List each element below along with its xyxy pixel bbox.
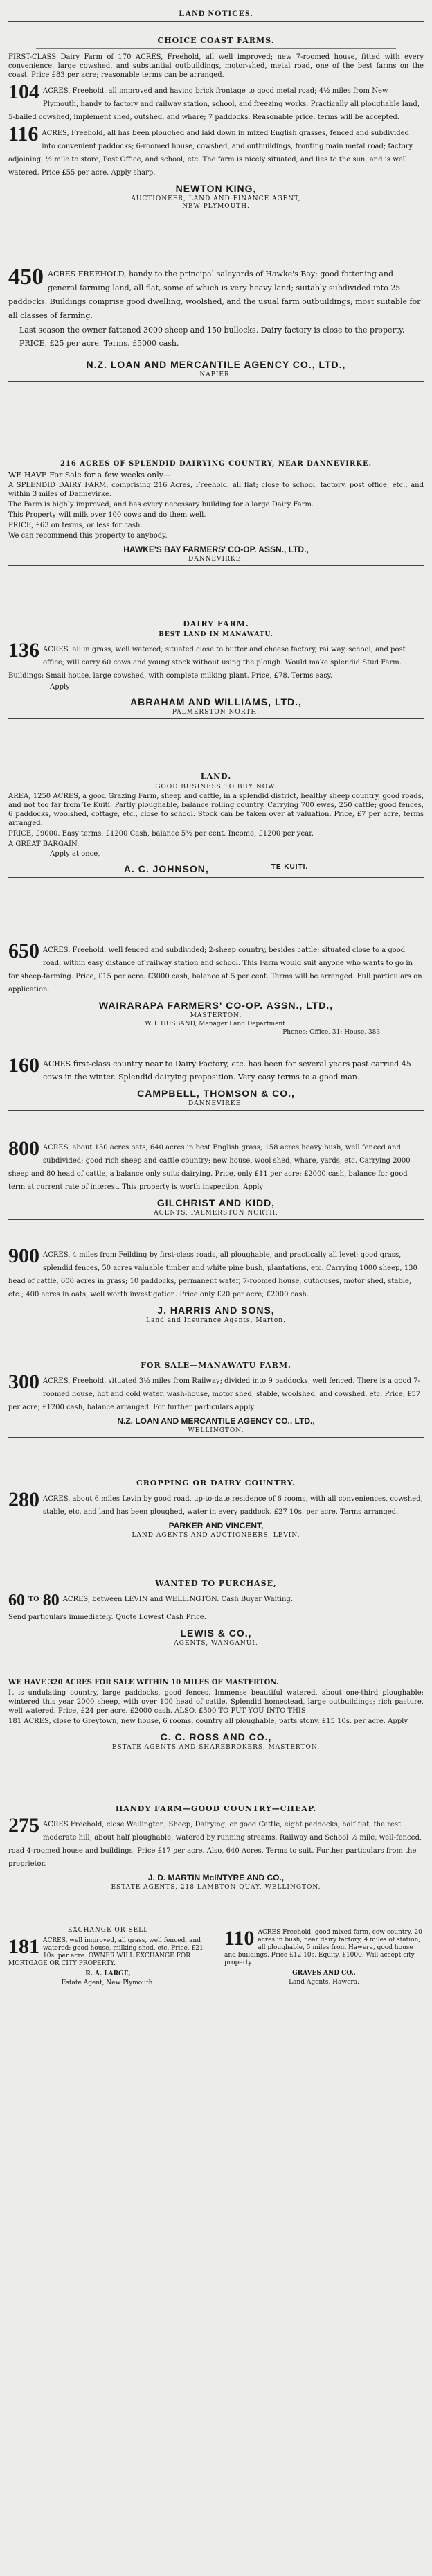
ad-price: PRICE, £9000. Easy terms. £1200 Cash, balance 5½ per cent. Income, £1200 per year. [8, 830, 314, 838]
ad-text: ACRES, Freehold, well fenced and subdivided; 2-sheep country, besides cattle; situated close to a good road, within easy distance of railway station and school. This Farm would suit anyone who wants to go in for sheep-farming. Price, £15 per acre. £3000 cash, balance at 5 per cent. Terms will be arranged. Full particulars on application. [8, 946, 422, 994]
listing-136 [8, 641, 424, 680]
agent-location: MASTERTON. [190, 1012, 242, 1019]
agent-name: N.Z. LOAN AND MERCANTILE AGENCY CO., LTD., [86, 359, 346, 370]
ad-handy-275 [8, 1801, 424, 1897]
ad-text: ACRES FREEHOLD, handy to the principal saleyards of Hawke's Bay; good fattening and general farming land, all flat, some of which is very heavy land; suitably subdivided into 25 paddocks. Buildings comprise good dwelling, woolshed, and the usual farm outbuildings; most suitable for all classes of farming. [8, 270, 421, 320]
ad-bottom-two-column [8, 1926, 424, 1988]
agent-location: ESTATE AGENTS, 218 LAMBTON QUAY, WELLINGTON. [111, 1884, 321, 1891]
ad-lead: WE HAVE 320 ACRES FOR SALE WITHIN 10 MILES OF MASTERTON. [8, 1679, 279, 1686]
ad-text: ACRES, 4 miles from Feilding by first-class roads, all ploughable, and practically all level; good grass, splendid fences, 50 acres valuable timber and white pine bush, plantations, etc. Carrying 1000 sheep, 130 head of cattle, 600 acres in grass; 10 paddocks, permanent water, 7-roomed house, outhouses, motor shed, stable, etc.; 400 acres in oats, well worth investigation. Price only £20 per acre; £2000 cash. [8, 1251, 417, 1298]
listing-650 [8, 942, 424, 994]
right-column [224, 1926, 424, 1988]
ad-text: A GREAT BARGAIN. [8, 840, 80, 848]
ad-450-acres [8, 263, 424, 385]
ad-text: FIRST-CLASS Dairy Farm of 170 ACRES, Freehold, all well improved; new 7-roomed house, fitted with every convenience, large cowshed, and substantial outbuildings, motor-shed, metal road, one of the best farms on the coast. Price £83 per acre; reasonable terms can be arranged. [8, 53, 424, 79]
divider [8, 1110, 424, 1111]
agent-name: J. HARRIS AND SONS, [157, 1305, 275, 1316]
ad-choice-coast-farms [8, 33, 424, 216]
ad-title: DAIRY FARM. [183, 619, 249, 628]
agent-location: PALMERSTON NORTH. [172, 709, 260, 716]
agent-name: HAWKE'S BAY FARMERS' CO-OP. ASSN., LTD., [123, 545, 309, 554]
agent-location: Land and Insurance Agents, Marton. [146, 1317, 286, 1324]
agent-title: AUCTIONEER, LAND AND FINANCE AGENT, [131, 195, 301, 202]
ad-text: ACRES Freehold, close Wellington; Sheep, Dairying, or good Cattle, eight paddocks, half flat, the rest moderate hill; about half ploughable; watered by running streams. Railway and School ½ mile; well-fenced, road 4-roomed house and buildings. Price £17 per acre. Also, 640 Acres. Terms to suit. Further particulars from the proprietor. [8, 1821, 422, 1868]
divider [8, 381, 424, 382]
listing-110 [224, 1929, 424, 1967]
listing-450 [8, 266, 424, 321]
ad-title: CROPPING OR DAIRY COUNTRY. [136, 1479, 296, 1488]
agent-manager: W. I. HUSBAND, Manager Land Department. [145, 1021, 287, 1027]
listing-181 [8, 1937, 208, 1968]
agent-name: N.Z. LOAN AND MERCANTILE AGENCY CO., LTD., [117, 1416, 315, 1426]
listing-manawatu [8, 1373, 424, 1412]
agent-location: ESTATE AGENTS AND SHAREBROKERS, MASTERTON. [111, 1744, 321, 1751]
ad-title: 216 ACRES OF SPLENDID DAIRYING COUNTRY, NEAR DANNEVIRKE. [60, 460, 372, 468]
ad-te-kuiti [8, 769, 424, 881]
ad-text: Last season the owner fattened 3000 sheep and 150 bullocks. Dairy factory is close to the property. [19, 326, 405, 335]
ad-text: AREA, 1250 ACRES, a good Grazing Farm, sheep and cattle, in a splendid district, healthy sheep country, good roads, and not too far from Te Kuiti. Partly ploughable, balance rolling country. Carrying 700 ewes, 250 cattle; good fences, 6 paddocks, woolshed, cottage, etc., close to school. Stock can be taken over at valuation. Price, £7 per acre, terms arranged. [8, 793, 424, 827]
ad-levin-280 [8, 1476, 424, 1545]
divider [8, 1437, 424, 1438]
ad-title: EXCHANGE OR SELL [67, 1927, 149, 1934]
ad-lead: WE HAVE For Sale for a few weeks only— [8, 470, 171, 479]
agent-name: C. C. ROSS AND CO., [160, 1731, 272, 1743]
agent-location: Land Agents, Hawera. [289, 1979, 359, 1986]
acreage-number: 275 [8, 1816, 39, 1837]
ad-manawatu-sale [8, 1358, 424, 1440]
ad-text: ACRES, Freehold, all has been ploughed and laid down in mixed English grasses, fenced and subdivided into convenient paddocks; 6-roomed house, cowshed, and outbuildings, fronting main metal road; factory adjoining, ½ mile to store, Post Office, and school, etc. The farm is nicely situated, and lies to the sun, and is well watered. Price £55 per acre. Apply sharp. [8, 130, 413, 177]
ad-title: FOR SALE—MANAWATU FARM. [141, 1361, 291, 1370]
land-notices-section [8, 4, 424, 25]
ad-text: The Farm is highly improved, and has every necessary building for a large Dairy Farm. [8, 501, 314, 509]
ad-title: HANDY FARM—GOOD COUNTRY—CHEAP. [115, 1804, 317, 1813]
ad-216-acres-dannevirke [8, 457, 424, 569]
ad-title: LAND. [200, 772, 232, 781]
ad-masterton-320 [8, 1677, 424, 1757]
agent-name: GRAVES AND CO., [292, 1970, 356, 1977]
ad-text: ACRES, all in grass, well watered; situated close to butter and cheese factory, railway, school, and post office; will carry 60 cows and young stock without using the plough. Would make splendid Stud Farm. Buildings: Small house, large cowshed, with complete milking plant. Price, £78. Terms easy. [8, 646, 406, 680]
listing-800 [8, 1139, 424, 1192]
listing-280 [8, 1490, 424, 1517]
left-column [8, 1926, 208, 1988]
acreage-number: 450 [8, 266, 44, 290]
listing-104 [8, 82, 424, 122]
agent-name: J. D. MARTIN McINTYRE AND CO., [147, 1873, 285, 1882]
agent-location: DANNEVIRKE. [188, 556, 244, 563]
agent-name: R. A. LARGE, [85, 1970, 131, 1977]
listing-116 [8, 125, 424, 177]
listing-900 [8, 1246, 424, 1299]
agent-name: ABRAHAM AND WILLIAMS, LTD., [130, 696, 302, 707]
acreage-number: 80 [42, 1591, 60, 1609]
ad-price: PRICE, £25 per acre. Terms, £5000 cash. [19, 339, 179, 348]
acreage-number: 280 [8, 1490, 39, 1511]
agent-location: AGENTS, WANGANUI. [174, 1640, 258, 1647]
acreage-number: 136 [8, 641, 39, 662]
newspaper-page [8, 0, 424, 2572]
agent-location: DANNEVIRKE. [188, 1100, 244, 1107]
agent-location: TE KUITI. [271, 863, 309, 871]
ad-wairarapa-650 [8, 939, 424, 1042]
ad-text: ACRES, between LEVIN and WELLINGTON. Cash Buyer Waiting. [62, 1596, 294, 1603]
agent-location: NAPIER. [199, 371, 233, 378]
ad-text: ACRES Freehold, good mixed farm, cow country, 20 acres in bush, near dairy factory, 4 miles of station, all ploughable, 5 miles from Hawera, good house and buildings. Price £12 10s. Equity, £1000. Will accept city property. [224, 1929, 422, 1966]
acreage-number: 160 [8, 1056, 39, 1077]
agent-block [8, 863, 424, 874]
ad-subtitle: GOOD BUSINESS TO BUY NOW. [155, 784, 277, 791]
ad-title: CHOICE COAST FARMS. [157, 36, 275, 45]
divider [8, 1219, 424, 1220]
divider [8, 718, 424, 719]
ad-title: WANTED TO PURCHASE, [155, 1579, 277, 1588]
ad-text: ACRES, about 6 miles Levin by good road, up-to-date residence of 6 rooms, with all conveniences, cowshed, stable, etc. and land has been ploughed, water in every paddock. £27 10s. per acre. Terms arranged. [43, 1495, 423, 1516]
listing-wanted [8, 1591, 424, 1610]
ad-gilchrist-800 [8, 1136, 424, 1223]
divider [36, 48, 396, 49]
acreage-number: 110 [224, 1929, 255, 1950]
ad-text: ACRES, about 150 acres oats, 640 acres in best English grass; 158 acres heavy bush, well fenced and subdivided; good rich sheep and cattle country; new house, wool shed, whare, yards, etc. Carrying 2000 sheep and 80 head of cattle, a balance only suits dairying. Price, only £11 per acre; £2000 cash, balance for good term at current rate of interest. This property is worth inspection. Apply [8, 1144, 411, 1191]
ad-text: ACRES, Freehold, situated 3½ miles from Railway; divided into 9 paddocks, well fenced. There is a good 7-roomed house, hot and cold water, wash-house, motor shed, stable, woolshed, and cowshed, etc. Price, £57 per acre; £1200 cash, balance arranged. For further particulars apply [8, 1377, 421, 1411]
page-header: LAND NOTICES. [179, 8, 253, 18]
agent-name: PARKER AND VINCENT, [168, 1521, 264, 1530]
agent-name: CAMPBELL, THOMSON & CO., [137, 1088, 295, 1099]
agent-location: Estate Agent, New Plymouth. [61, 1979, 155, 1986]
ad-manawatu-136 [8, 617, 424, 722]
ad-campbell-160 [8, 1053, 424, 1113]
listing-160 [8, 1056, 424, 1082]
acreage-number: 900 [8, 1246, 39, 1267]
agent-name: WAIRARAPA FARMERS' CO-OP. ASSN., LTD., [98, 1000, 334, 1011]
ad-text: ACRES, Freehold, all improved and having brick frontage to good metal road; 4½ miles from New Plymouth, handy to factory and railway station, school, and freezing works. Practically all ploughable land, 5-bailed cowshed, implement shed, outshed, and whare; 7 paddocks. Reasonable price, terms will be accepted. [8, 87, 420, 121]
agent-location: WELLINGTON. [188, 1427, 244, 1434]
ad-text: 181 ACRES, close to Greytown, new house, 6 rooms, country all ploughable, parts stony. £15 10s. per acre. Apply [8, 1718, 408, 1725]
ad-wanted-to-purchase [8, 1576, 424, 1653]
ad-harris-900 [8, 1244, 424, 1330]
acreage-number: 800 [8, 1139, 39, 1160]
divider [8, 565, 424, 566]
agent-name: NEWTON KING, [175, 183, 257, 194]
acreage-number: 300 [8, 1373, 39, 1393]
agent-location: NEW PLYMOUTH. [182, 203, 250, 210]
ad-text: ACRES, well improved, all grass, well fenced, and watered; good house, milking shed, etc. Price, £21 10s. per acre. OWNER WILL EXCHANGE FOR MORTGAGE OR CITY PROPERTY. [8, 1937, 204, 1967]
acreage-number: 181 [8, 1937, 39, 1958]
agent-name: LEWIS & CO., [180, 1627, 252, 1639]
two-column-block [8, 1926, 424, 1988]
divider [8, 877, 424, 878]
divider [8, 21, 424, 22]
agent-phones: Phones: Office, 31; House, 383. [282, 1029, 382, 1036]
ad-text: A SPLENDID DAIRY FARM, comprising 216 Acres, Freehold, all flat; close to school, factory, post office, etc., and within 3 miles of Dannevirke. [8, 482, 424, 498]
agent-name: GILCHRIST AND KIDD, [156, 1197, 276, 1208]
ad-text: Send particulars immediately. Quote Lowest Cash Price. [8, 1614, 206, 1621]
ad-text: This Property will milk over 100 cows and do them well. [8, 511, 206, 519]
listing-275 [8, 1816, 424, 1869]
agent-location: AGENTS, PALMERSTON NORTH. [154, 1210, 278, 1217]
agent-name: A. C. JOHNSON, [123, 863, 209, 874]
ad-text: PRICE, £63 on terms, or less for cash. [8, 522, 143, 529]
apply-text: Apply at once, [50, 850, 100, 858]
acreage-number: 650 [8, 942, 39, 962]
range-to: TO [28, 1595, 39, 1603]
agent-location: LAND AGENTS AND AUCTIONEERS, LEVIN. [132, 1532, 300, 1539]
ad-subtitle: BEST LAND IN MANAWATU. [159, 631, 273, 638]
ad-text: ACRES first-class country near to Dairy Factory, etc. has been for several years past carried 45 cows in the winter. Splendid dairying proposition. Very easy terms to a good man. [43, 1059, 411, 1082]
acreage-number: 116 [8, 125, 39, 145]
ad-text: It is undulating country, large paddocks, good fences. Immense beautiful watered, about one-third ploughable; wintered this year 2000 sheep, with over 100 head of cattle. Splendid homestead, large outbuildings; rich pasture, well watered. Price, £24 per acre. £2000 cash. ALSO, £500 TO PUT YOU INTO THIS [8, 1689, 424, 1715]
acreage-number: 104 [8, 82, 39, 103]
acreage-number: 60 [8, 1591, 25, 1609]
ad-text: We can recommend this property to anybody. [8, 532, 168, 540]
apply-text: Apply [50, 683, 70, 691]
